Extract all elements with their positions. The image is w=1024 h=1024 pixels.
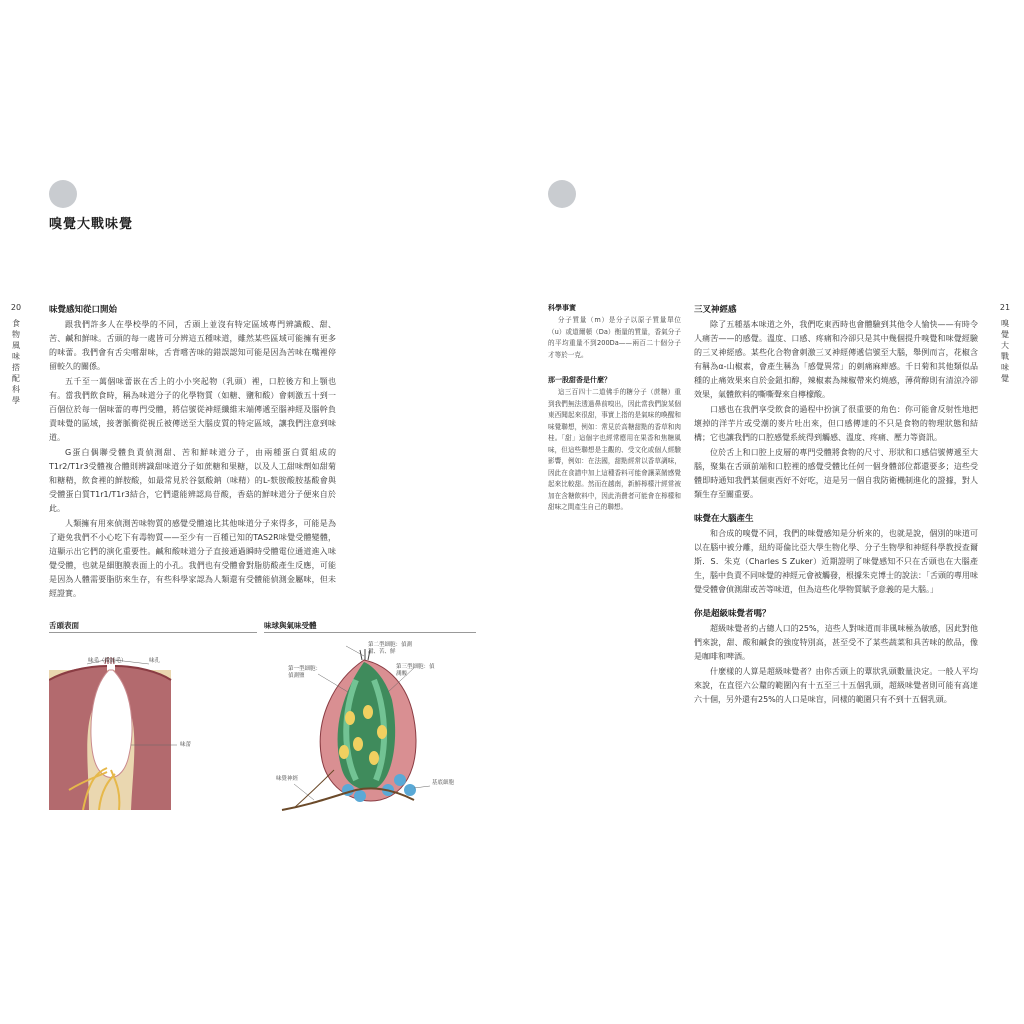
paragraph: 口感也在我們享受飲食的過程中扮演了很重要的角色：你可能會反射性地把壞掉的洋芋片或受潮的麥片吐出來，但口感傳達的不只是食物的物理狀態和結構；它也讓我們的口腔感覺系統得到觸感、溫度、疼痛、壓力等資訊。 (694, 405, 978, 442)
chapter-title: 嗅覺大戰味覺 (49, 217, 134, 232)
left-running-head: 食物風味搭配科學 (12, 319, 20, 405)
paragraph: 除了五種基本味道之外，我們吃東西時也會體驗到其他令人愉快——有時令人痛苦——的感覺。溫度、口感、疼痛和冷卻只是其中幾個提升嗅覺和味覺經驗的三叉神經感。某些化合物會刺激三叉神經傳遞信號至大腦，舉例而言，花椒含有稱為α-山椒素，會產生稱為「感覺異常」的刺痛麻痺感。千日菊和其他類似品種的止痛效果來自於金鈕扣醇，辣椒素為辣椒帶來灼燒感，薄荷醇則有清涼冷卻效果，氣體飲料的嘶嘶聲來自檸檬酸。 (694, 320, 978, 399)
sidebar (548, 303, 681, 514)
label-type-i-cell: 第一型細胞：偵測鹽 (288, 666, 322, 679)
figure-taste-bud-title: 味球與氣味受體 (264, 621, 317, 630)
label-taste-pore: 味孔 (149, 658, 161, 664)
left-body-text (49, 303, 336, 602)
sidebar-heading: 科學事實 (548, 304, 576, 312)
tongue-surface-illustration (49, 640, 249, 810)
label-type-ii-cell: 第二型細胞：偵測甜、苦、鮮 (368, 642, 413, 655)
section-heading: 味覺在大腦產生 (694, 514, 754, 524)
right-body-text (694, 303, 978, 708)
label-gustatory-nerve: 味覺神經 (276, 776, 299, 782)
figure-rule (49, 632, 257, 633)
paragraph: 和合成的嗅覺不同，我們的味覺感知是分析來的，也就是說，個別的味道可以在腦中被分離，紐約哥倫比亞大學生物化學、分子生物學和神經科學教授查爾斯．S．朱克（Charles S Zuker）近期證明了味覺感知不只在舌頭也在大腦產生，腦中負責不同味覺的神經元會被觸發，根據朱克博士的說法：「舌頭的專用味覺受體會偵測甜或苦等味道，但為這些化學物質賦予意義的是大腦。」 (694, 529, 978, 594)
label-microvilli: 味毛（微絨毛） (88, 658, 127, 664)
section-heading: 三叉神經感 (694, 305, 737, 315)
left-page-number: 20 (10, 303, 22, 312)
sidebar-text: 分子質量（m）是分子以原子質量單位（u）或道爾頓（Da）衡量的質量，香氣分子的平均重量不到200Da——兩百二十個分子才等於一克。 (548, 316, 681, 359)
paragraph: 超級味覺者約占總人口的25%，這些人對味道而非風味極為敏感，因此對他們來說，甜、酸和鹹食的強度特別高，甚至受不了某些蔬菜和具苦味的飲品，像是咖啡和啤酒。 (694, 624, 978, 661)
right-page-number: 21 (999, 303, 1011, 312)
figure-rule (264, 632, 476, 633)
label-basal-cell: 基底細胞 (432, 780, 455, 786)
paragraph: 位於舌上和口腔上皮層的專門受體將食物的尺寸、形狀和口感信號傳遞至大腦，聚集在舌頭前端和口腔裡的感覺受體比任何一個身體部位都還要多；這些受體即時通知我們某個東西好不好吃，這是另一個自我防衛機制進化的證據，對人類生存至關重要。 (694, 448, 978, 499)
paragraph: 跟我們許多人在學校學的不同，舌頭上並沒有特定區域專門辨識酸、甜、苦、鹹和鮮味。舌頭的每一處皆可分辨這五種味道，雖然某些區域可能擁有更多的味蕾。我們會有舌尖嚐甜味，舌背嚐苦味的錯誤認知可能是因為苦味在嘴裡停留較久的關係。 (49, 320, 336, 371)
section-heading: 味覺感知從口開始 (49, 305, 118, 315)
paragraph: 人類擁有用來偵測苦味物質的感覺受體遠比其他味道分子來得多，可能是為了避免我們不小心吃下有毒物質——至少有一百種已知的TAS2R味覺受體變體，這顯示出它們的演化重要性。鹹和酸味道分子直接通過瞬時受體電位通道進入味覺受體，也就是細胞膜表面上的小孔。我們也有受體會對脂肪酸產生反應，可能是因為人體需要脂肪來生存，有些科學家認為人類還有受體能偵測金屬味，但未經證實。 (49, 519, 336, 598)
paragraph: 五千至一萬個味蕾嵌在舌上的小小突起物（乳頭）裡，口腔後方和上顎也有。當我們飲食時，稱為味道分子的化學物質（如糖、鹽和酸）會刺激五十到一百個位於每一個味蕾的專門受體，將信號從神經纖維末端傳遞至腦神經及腦幹負責味覺的區域，接著脈衝從視丘被傳送至大腦皮質的特定區域，讓我們注意到味道。 (49, 377, 336, 442)
paragraph: 什麼樣的人算是超級味覺者？由你舌頭上的蕈狀乳頭數量決定。一般人平均來說，在直徑六公釐的範圍內有十五至三十五個乳頭，超級味覺者則可能有高達六十個，另外還有25%的人口是味盲，同樣的範圍只有不到十五個乳頭。 (694, 667, 978, 704)
label-type-iii-cell: 第三型細胞：偵測酸 (396, 664, 435, 677)
sidebar-text: 這三百四十二道佛手的糖分子（蔗糖）重到我們無法透過鼻前嗅出，因此當我們說某個東西聞起來很甜，事實上指的是氣味的喚醒和味覺聯想，例如：常見於高糖甜點的香草和肉桂。「甜」這個字也經常應用在果香和焦糖風味，但這些聯想是主觀的、受文化或個人經驗影響，例如：在法國，甜點經常以香草調味，因此在食譜中加上這種香料可能會讓菜餚感覺起來比較甜。然而在越南，新鮮檸檬汁經常被加在含糖飲料中，因此消費者可能會在檸檬和甜味之間產生自己的聯想。 (548, 388, 681, 511)
chapter-marker-circle-right (548, 180, 576, 208)
section-heading: 你是超級味覺者嗎？ (694, 609, 771, 619)
right-running-head: 嗅覺大戰味覺 (1001, 319, 1009, 383)
label-taste-bud: 味蕾 (180, 742, 192, 748)
chapter-marker-circle-left (49, 180, 77, 208)
figure-tongue-surface-title: 舌頭表面 (49, 621, 79, 630)
sidebar-heading: 那一股甜香是什麼？ (548, 376, 611, 384)
paragraph: G蛋白偶聯受體負責偵測甜、苦和鮮味道分子，由兩種蛋白質組成的T1r2/T1r3受體複合體則辨識甜味道分子如蔗糖和果糖，以及人工甜味劑如甜菊和糖精，飲食裡的鮮胺酸，如最常見於谷氨酸鈉（味精）的L-麩胺酸胺基酸會與受體蛋白質T1r1/T1r3結合，它們還能辨認鳥苷酸，香菇的鮮味道分子便來自於此。 (49, 448, 336, 513)
